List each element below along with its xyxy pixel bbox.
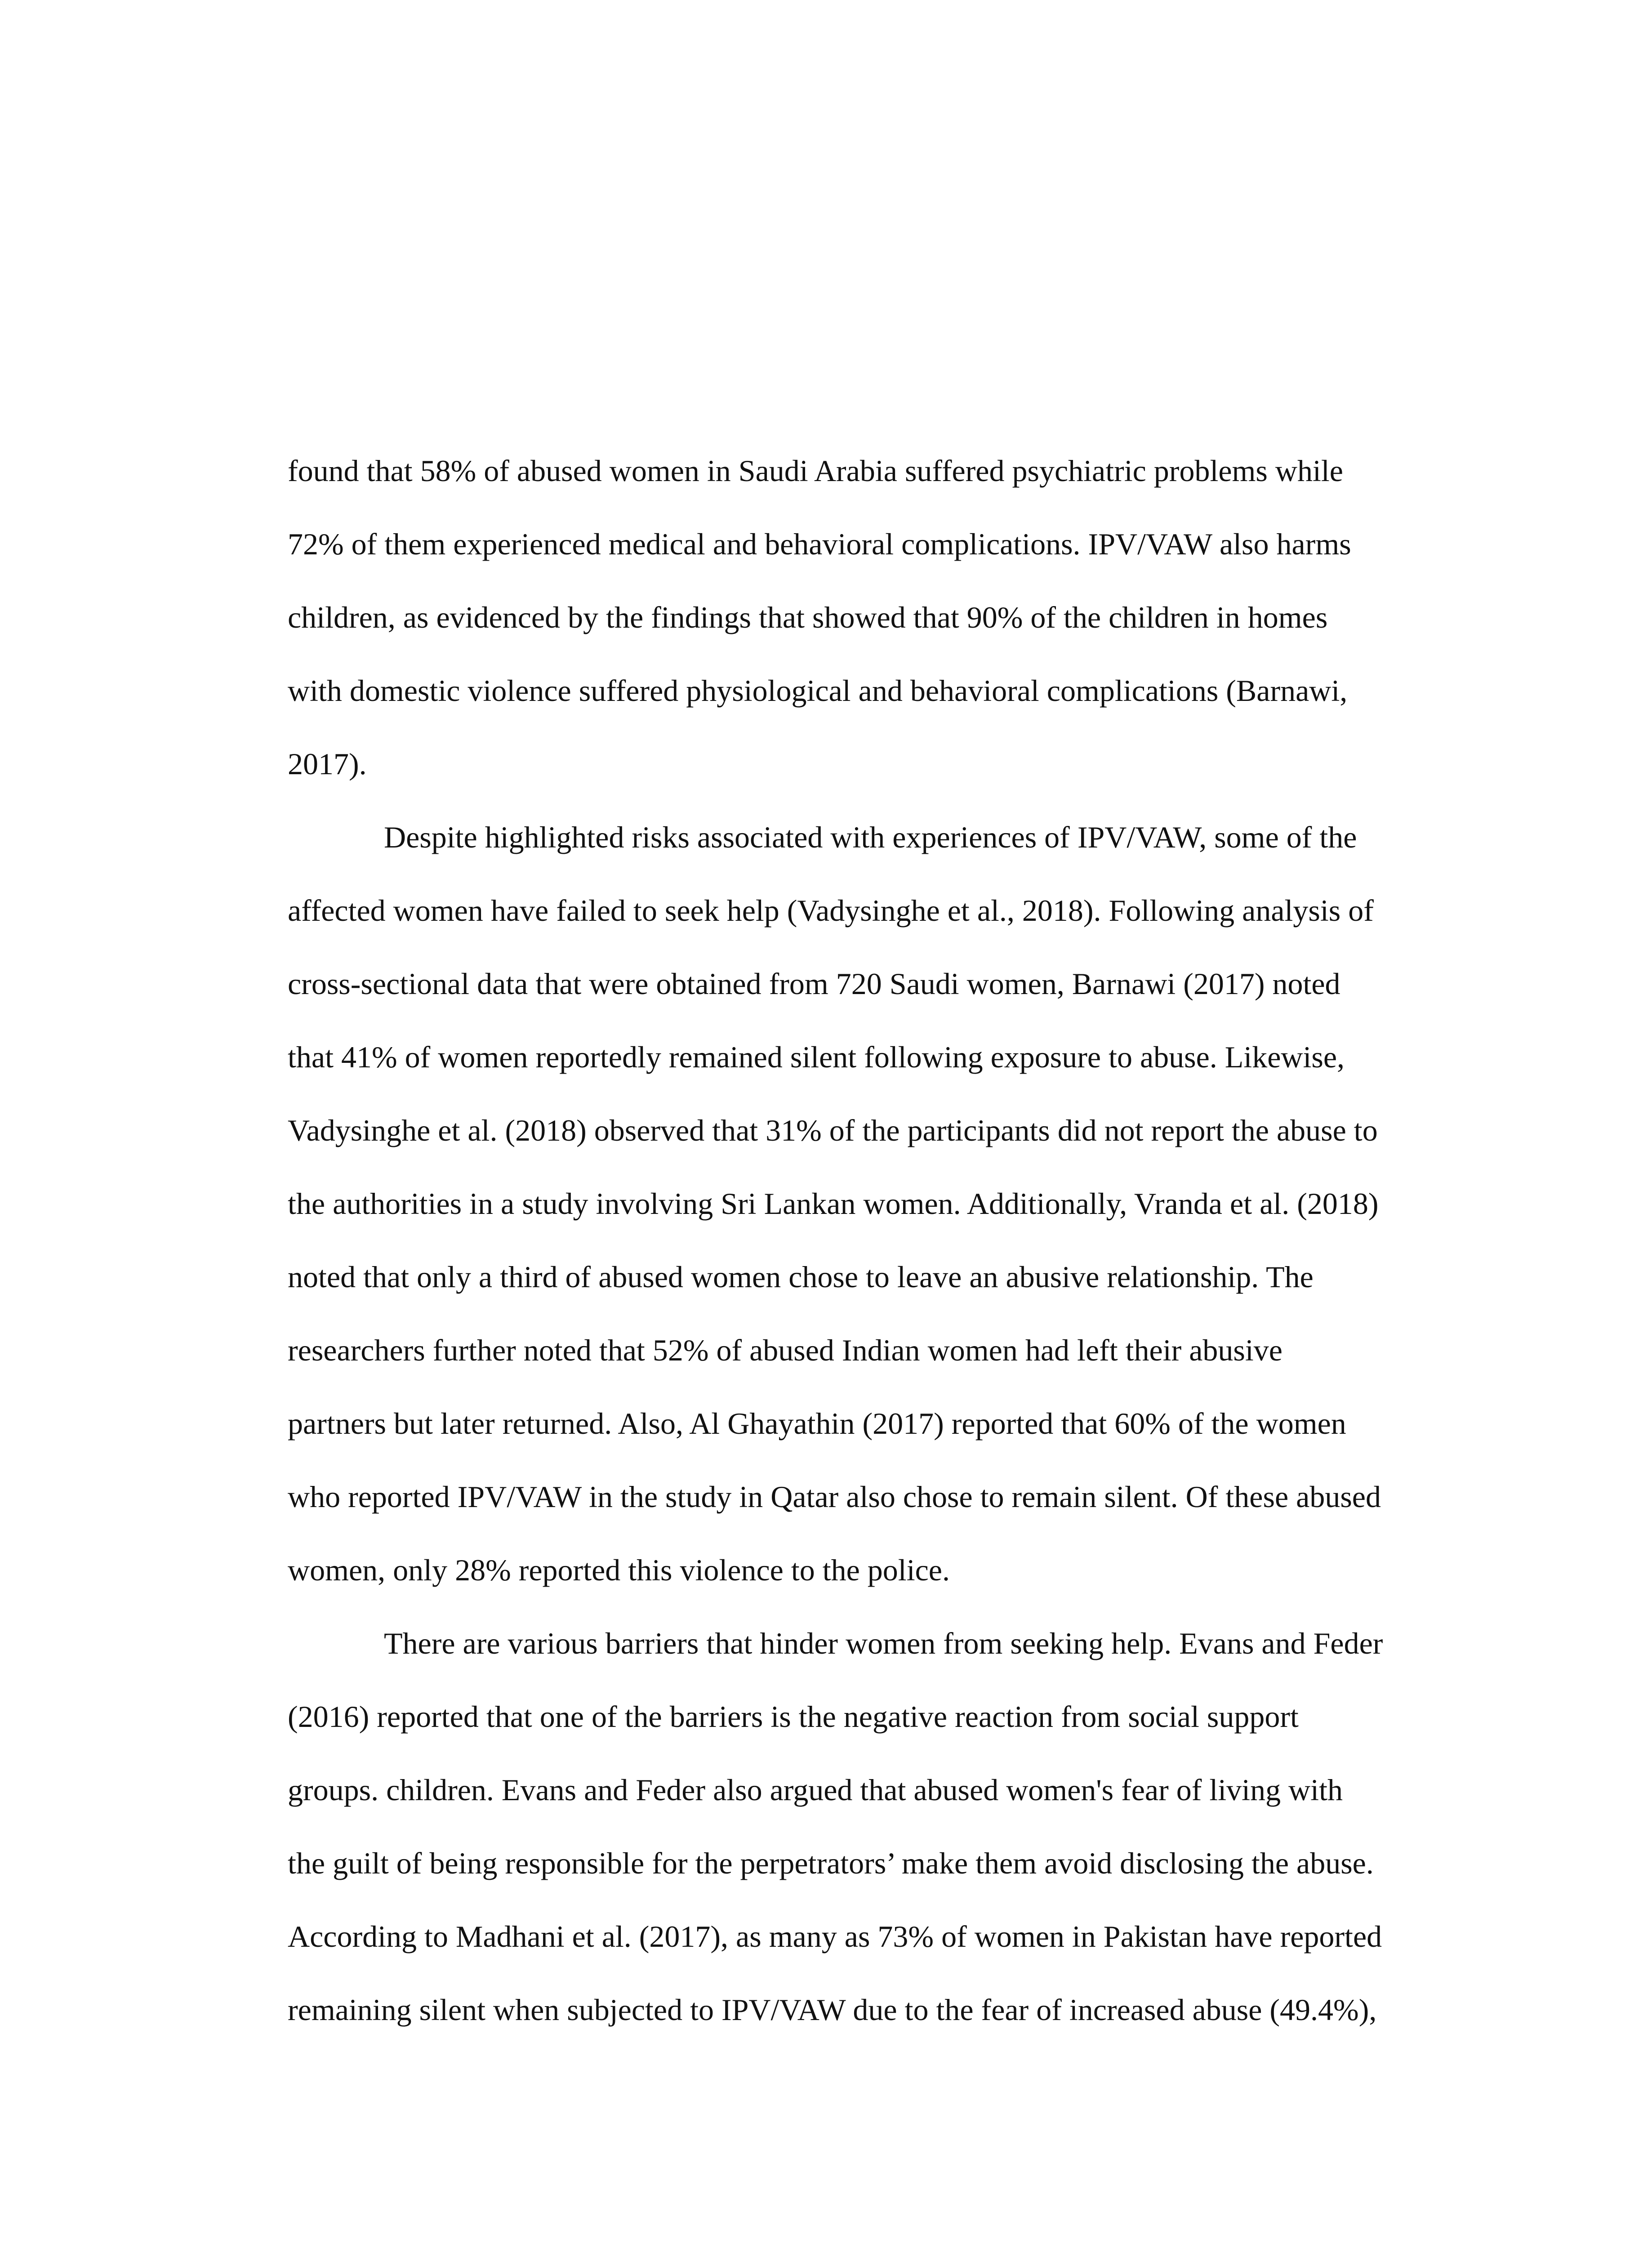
text-line: researchers further noted that 52% of abused Indian women had left their abusive (288, 1333, 1282, 1367)
text-line: found that 58% of abused women in Saudi Arabia suffered psychiatric problems while (288, 454, 1343, 488)
text-line: affected women have failed to seek help (Vadysinghe et al., 2018). Following analysis of (288, 893, 1374, 928)
text-line: 72% of them experienced medical and behavioral complications. IPV/VAW also harms (288, 527, 1351, 561)
body-text (288, 434, 1447, 2047)
text-line: According to Madhani et al. (2017), as many as 73% of women in Pakistan have reported (288, 1919, 1382, 1954)
text-line: with domestic violence suffered physiological and behavioral complications (Barnawi, (288, 674, 1348, 708)
text-line: Despite highlighted risks associated with experiences of IPV/VAW, some of the (384, 820, 1357, 854)
text-line: women, only 28% reported this violence to the police. (288, 1553, 950, 1587)
text-line: cross-sectional data that were obtained from 720 Saudi women, Barnawi (2017) noted (288, 967, 1340, 1001)
text-line: 2017). (288, 747, 367, 781)
text-line: noted that only a third of abused women chose to leave an abusive relationship. The (288, 1260, 1314, 1294)
text-line: the authorities in a study involving Sri Lankan women. Additionally, Vranda et al. (2018) (288, 1186, 1379, 1221)
text-line: Vadysinghe et al. (2018) observed that 31% of the participants did not report the abuse to (288, 1113, 1378, 1147)
text-line: children, as evidenced by the findings that showed that 90% of the children in homes (288, 600, 1328, 634)
text-line: remaining silent when subjected to IPV/VAW due to the fear of increased abuse (49.4%), (288, 1993, 1377, 2027)
text-line: partners but later returned. Also, Al Ghayathin (2017) reported that 60% of the women (288, 1406, 1346, 1441)
text-line: (2016) reported that one of the barriers is the negative reaction from social support (288, 1699, 1299, 1734)
text-line: that 41% of women reportedly remained silent following exposure to abuse. Likewise, (288, 1040, 1345, 1074)
text-line: the guilt of being responsible for the perpetrators’ make them avoid disclosing the abuse. (288, 1846, 1374, 1880)
text-line: groups. children. Evans and Feder also argued that abused women's fear of living with (288, 1773, 1343, 1807)
text-line: who reported IPV/VAW in the study in Qatar also chose to remain silent. Of these abused (288, 1480, 1381, 1514)
text-line: There are various barriers that hinder women from seeking help. Evans and Feder (384, 1626, 1383, 1660)
